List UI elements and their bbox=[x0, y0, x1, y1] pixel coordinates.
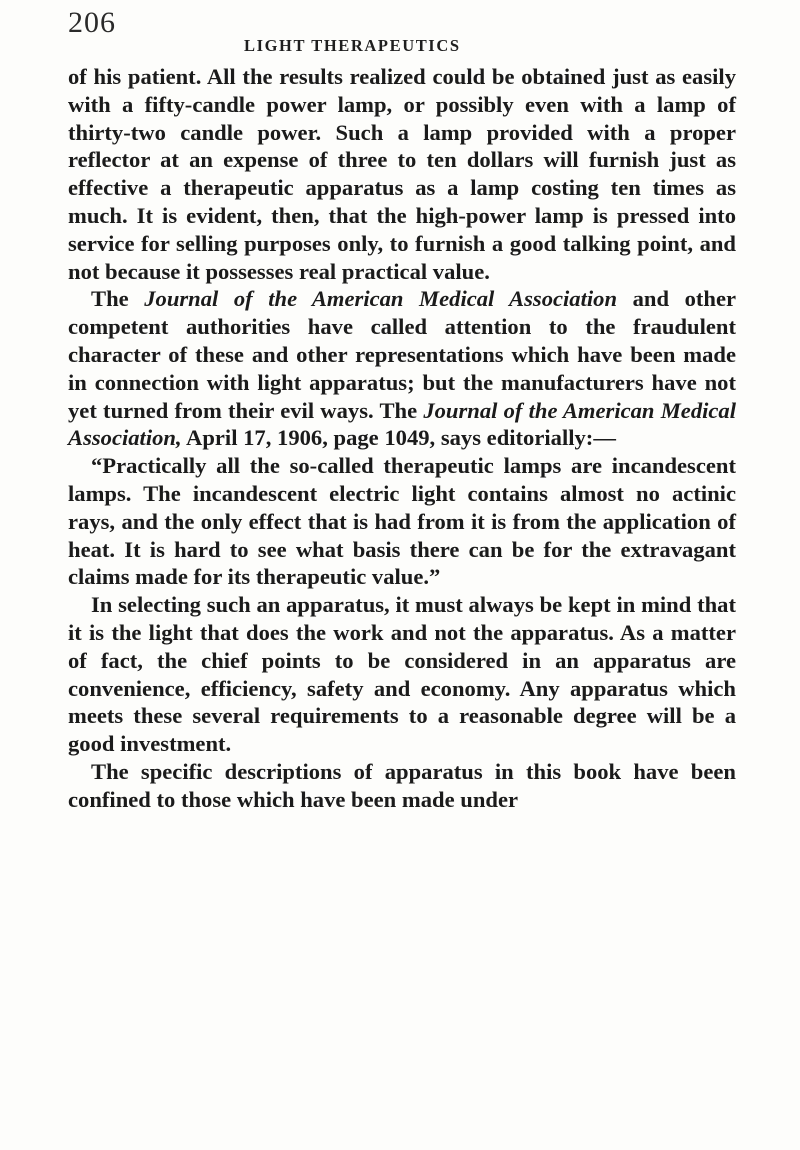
paragraph bbox=[68, 63, 736, 285]
text-run: The bbox=[91, 286, 145, 312]
paragraph bbox=[68, 758, 736, 814]
paragraph bbox=[68, 285, 736, 452]
running-title: LIGHT THERAPEUTICS bbox=[244, 36, 461, 55]
body-text bbox=[68, 63, 736, 814]
text-run: “Practically all the so-called therapeutic lamps are incandescent lamps. The incandescent electric light contains almost no actinic rays, and the only effect that is had from it is from the application of heat. It is hard to see what basis there can be for the extravagant claims made for its therapeutic value.” bbox=[68, 453, 736, 590]
text-run: In selecting such an apparatus, it must always be kept in mind that it is the light that does the work and not the apparatus. As a matter of fact, the chief points to be considered in an apparatus are convenience, efficiency, safety and economy. Any apparatus which meets these several requirements to a reasonable degree will be a good investment. bbox=[68, 592, 736, 757]
text-run: April 17, 1906, page 1049, says editorially:— bbox=[181, 425, 616, 451]
italic-title-text: Journal of the American Medical Association, bbox=[68, 397, 736, 451]
text-run: The specific descriptions of apparatus in this book have been confined to those which have been made under bbox=[68, 758, 736, 812]
text-run: of his patient. All the results realized could be obtained just as easily with a fifty-candle power lamp, or possibly even with a lamp of thirty-two candle power. Such a lamp provided with a proper reflector at an expense of three to ten dollars will furnish just as effective a therapeutic apparatus as a lamp costing ten times as much. It is evident, then, that the high-power lamp is pressed into service for selling purposes only, to furnish a good talking point, and not because it possesses real practical value. bbox=[68, 64, 736, 284]
paragraph bbox=[68, 591, 736, 758]
text-run: and other competent authorities have called attention to the fraudulent character of these and other representations which have been made in connection with light apparatus; but the manufacturers have not yet turned from their evil ways. The bbox=[68, 286, 737, 423]
italic-title-text: Journal of the American Medical Association bbox=[144, 286, 618, 312]
quotation-paragraph bbox=[68, 452, 736, 591]
page-number: 206 bbox=[68, 6, 116, 39]
running-head bbox=[68, 6, 732, 55]
